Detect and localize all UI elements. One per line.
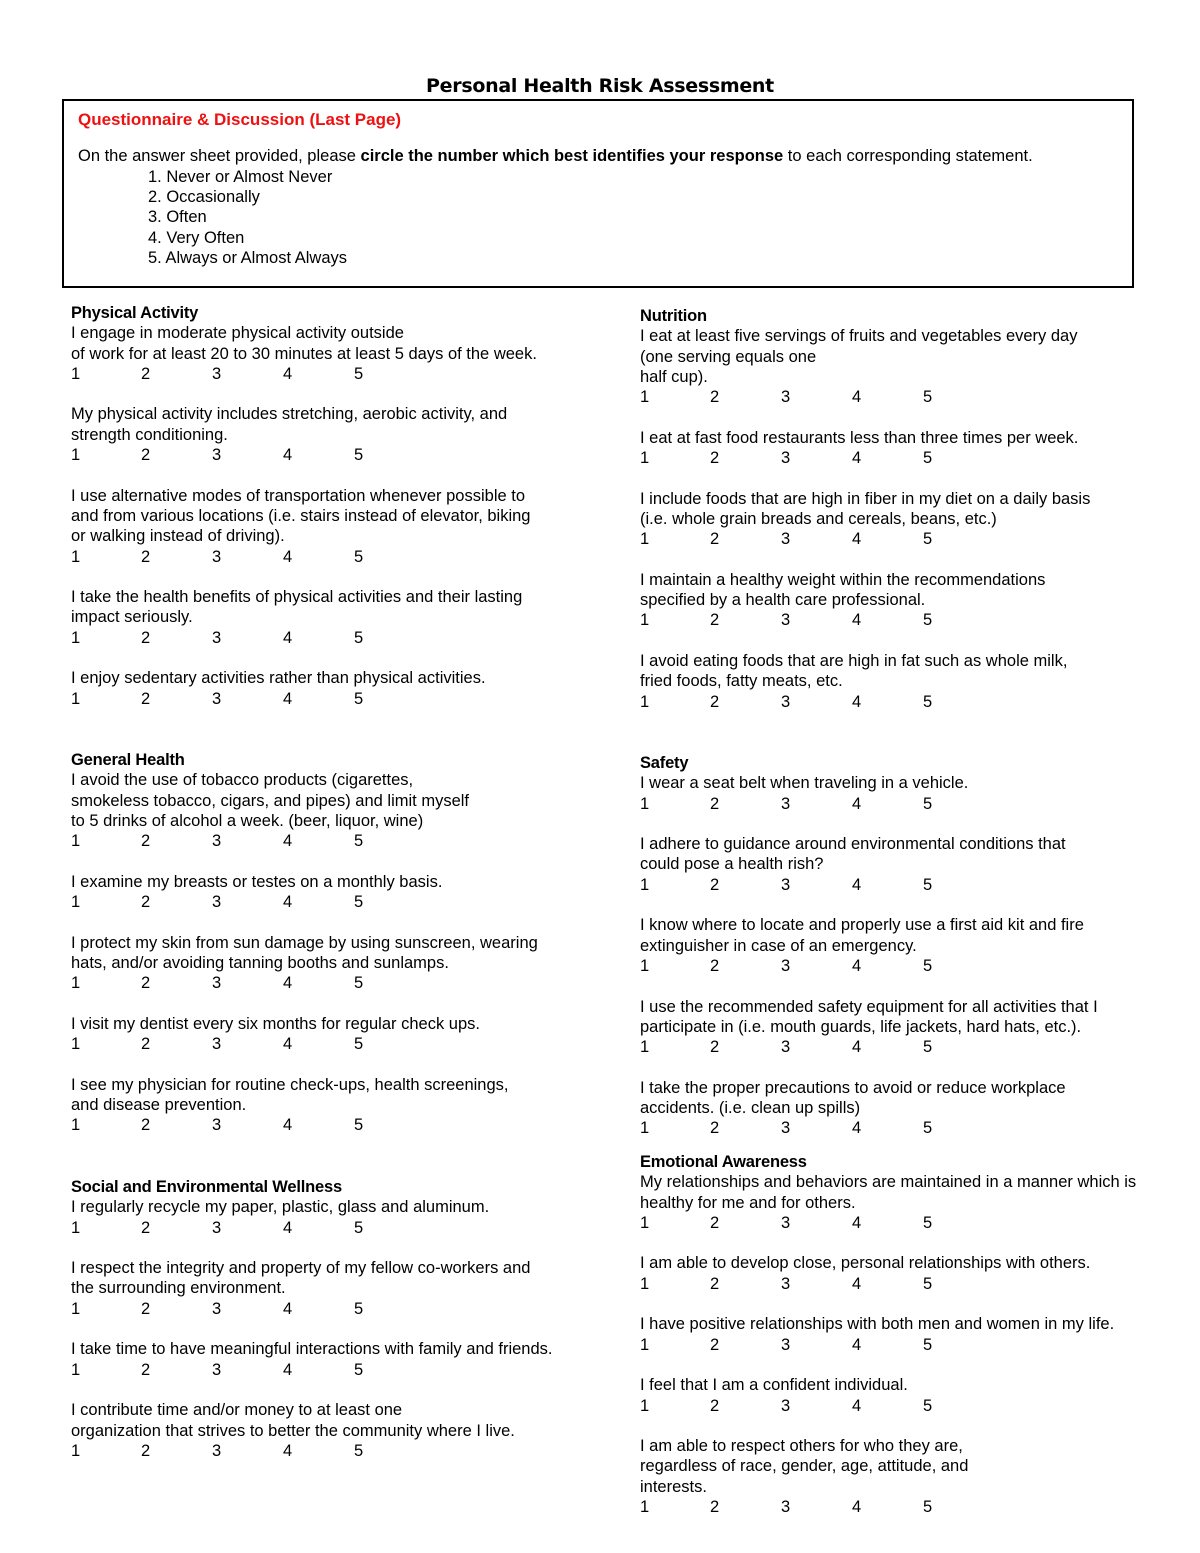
rating-option-1[interactable]: 1 xyxy=(640,1213,650,1232)
rating-option-3[interactable]: 3 xyxy=(212,1035,222,1054)
question-text: I take the proper precautions to avoid or reduce workplace accidents. (i.e. clean up spills) xyxy=(640,1078,1066,1118)
rating-scale xyxy=(71,628,611,648)
instructions-intro: On the answer sheet provided, please circle the number which best identifies your response to each corresponding statement. xyxy=(78,147,1033,165)
rating-option-5[interactable]: 5 xyxy=(354,974,364,993)
rating-scale xyxy=(71,364,611,384)
rating-option-3[interactable]: 3 xyxy=(212,547,222,566)
rating-option-5[interactable]: 5 xyxy=(923,1119,933,1138)
rating-option-5[interactable]: 5 xyxy=(923,1274,933,1293)
question-text: I take time to have meaningful interactions with family and friends. xyxy=(71,1340,553,1359)
rating-option-4[interactable]: 4 xyxy=(283,628,293,647)
question-text: I use the recommended safety equipment for all activities that I participate in (i.e. mouth guards, life jackets, hard hats, etc.). xyxy=(640,997,1098,1036)
question-text: I eat at least five servings of fruits and vegetables every day (one serving equals one half cup). xyxy=(640,327,1078,386)
rating-option-2[interactable]: 2 xyxy=(710,794,720,813)
rating-option-5[interactable]: 5 xyxy=(923,1213,933,1232)
rating-option-2[interactable]: 2 xyxy=(141,446,151,465)
rating-scale xyxy=(640,875,1185,895)
rating-option-4[interactable]: 4 xyxy=(852,956,862,975)
rating-option-5[interactable]: 5 xyxy=(923,388,933,407)
question-text: I adhere to guidance around environmental conditions that could pose a health rish? xyxy=(640,835,1066,874)
rating-option-1[interactable]: 1 xyxy=(71,547,81,566)
question-text: I wear a seat belt when traveling in a vehicle. xyxy=(640,774,969,793)
rating-option-1[interactable]: 1 xyxy=(640,875,650,894)
question-item xyxy=(640,1436,1185,1517)
rating-option-1[interactable]: 1 xyxy=(640,1274,650,1293)
rating-option-1[interactable]: 1 xyxy=(640,1119,650,1138)
scale-option: 5. Always or Almost Always xyxy=(148,248,347,267)
rating-scale xyxy=(71,445,611,465)
question-item xyxy=(640,997,1185,1058)
rating-option-3[interactable]: 3 xyxy=(781,1396,791,1415)
rating-option-5[interactable]: 5 xyxy=(923,875,933,894)
rating-option-3[interactable]: 3 xyxy=(781,956,791,975)
rating-option-3[interactable]: 3 xyxy=(212,446,222,465)
rating-option-3[interactable]: 3 xyxy=(781,1213,791,1232)
rating-scale xyxy=(640,1118,1185,1138)
question-text: I protect my skin from sun damage by using sunscreen, wearing hats, and/or avoiding tanning booths and sunlamps. xyxy=(71,933,538,972)
rating-option-2[interactable]: 2 xyxy=(141,1360,151,1379)
rating-scale xyxy=(640,1213,1185,1233)
rating-option-5[interactable]: 5 xyxy=(354,1116,364,1135)
rating-option-1[interactable]: 1 xyxy=(71,893,81,912)
rating-option-3[interactable]: 3 xyxy=(781,388,791,407)
scale-option: 3. Often xyxy=(148,208,207,227)
rating-scale xyxy=(640,1037,1185,1057)
question-item xyxy=(640,915,1185,976)
section-title: Physical Activity xyxy=(71,304,199,322)
rating-option-5[interactable]: 5 xyxy=(923,1396,933,1415)
rating-option-2[interactable]: 2 xyxy=(710,1213,720,1232)
rating-option-1[interactable]: 1 xyxy=(640,1335,650,1354)
rating-option-3[interactable]: 3 xyxy=(781,1498,791,1517)
rating-option-3[interactable]: 3 xyxy=(781,692,791,711)
rating-option-4[interactable]: 4 xyxy=(852,388,862,407)
rating-option-2[interactable]: 2 xyxy=(710,1498,720,1517)
rating-option-5[interactable]: 5 xyxy=(923,794,933,813)
rating-option-5[interactable]: 5 xyxy=(354,689,364,708)
question-text: I feel that I am a confident individual. xyxy=(640,1376,908,1395)
rating-scale xyxy=(71,1115,611,1135)
question-item xyxy=(640,834,1185,895)
question-text: I visit my dentist every six months for regular check ups. xyxy=(71,1014,480,1033)
rating-option-3[interactable]: 3 xyxy=(781,449,791,468)
rating-option-1[interactable]: 1 xyxy=(71,446,81,465)
rating-option-5[interactable]: 5 xyxy=(354,628,364,647)
question-text: I enjoy sedentary activities rather than physical activities. xyxy=(71,669,486,688)
question-item xyxy=(71,486,611,567)
question-item xyxy=(640,1375,1185,1416)
scale-option: 2. Occasionally xyxy=(148,188,260,207)
section-safety xyxy=(640,753,1185,1139)
question-item xyxy=(71,1258,611,1319)
rating-option-2[interactable]: 2 xyxy=(141,832,151,851)
question-text: My relationships and behaviors are maintained in a manner which is healthy for me and for others. xyxy=(640,1173,1137,1212)
rating-option-2[interactable]: 2 xyxy=(710,388,720,407)
rating-option-4[interactable]: 4 xyxy=(852,1498,862,1517)
rating-option-1[interactable]: 1 xyxy=(71,364,81,383)
rating-option-3[interactable]: 3 xyxy=(212,1218,222,1237)
rating-scale xyxy=(71,1441,611,1461)
rating-option-3[interactable]: 3 xyxy=(212,832,222,851)
question-text: I contribute time and/or money to at least one organization that strives to better the community where I live. xyxy=(71,1401,515,1440)
rating-option-1[interactable]: 1 xyxy=(640,794,650,813)
rating-option-4[interactable]: 4 xyxy=(852,449,862,468)
response-scale-list xyxy=(148,167,347,268)
rating-option-3[interactable]: 3 xyxy=(212,1441,222,1460)
rating-scale xyxy=(71,547,611,567)
rating-scale xyxy=(640,387,1185,407)
section-title: Emotional Awareness xyxy=(640,1153,807,1171)
rating-option-5[interactable]: 5 xyxy=(923,956,933,975)
rating-option-5[interactable]: 5 xyxy=(354,446,364,465)
question-item xyxy=(640,1314,1185,1355)
rating-option-2[interactable]: 2 xyxy=(141,1218,151,1237)
question-text: I examine my breasts or testes on a monthly basis. xyxy=(71,872,443,891)
rating-option-4[interactable]: 4 xyxy=(852,611,862,630)
scale-option: 1. Never or Almost Never xyxy=(148,168,333,186)
rating-option-5[interactable]: 5 xyxy=(923,449,933,468)
rating-scale xyxy=(71,831,611,851)
question-item xyxy=(71,404,611,465)
rating-option-2[interactable]: 2 xyxy=(710,1274,720,1293)
rating-option-5[interactable]: 5 xyxy=(354,1299,364,1318)
rating-option-4[interactable]: 4 xyxy=(283,974,293,993)
rating-option-2[interactable]: 2 xyxy=(710,956,720,975)
rating-option-4[interactable]: 4 xyxy=(852,1213,862,1232)
question-item xyxy=(640,1172,1185,1233)
rating-option-1[interactable]: 1 xyxy=(640,956,650,975)
rating-option-1[interactable]: 1 xyxy=(640,1038,650,1057)
rating-option-4[interactable]: 4 xyxy=(283,1299,293,1318)
rating-option-2[interactable]: 2 xyxy=(141,1116,151,1135)
rating-option-4[interactable]: 4 xyxy=(852,530,862,549)
rating-option-4[interactable]: 4 xyxy=(852,794,862,813)
rating-option-2[interactable]: 2 xyxy=(141,364,151,383)
rating-option-3[interactable]: 3 xyxy=(212,1116,222,1135)
section-nutrition xyxy=(640,306,1185,712)
rating-option-4[interactable]: 4 xyxy=(852,875,862,894)
question-text: I maintain a healthy weight within the recommendations specified by a health care professional. xyxy=(640,570,1046,610)
question-item xyxy=(71,668,611,709)
question-text: I use alternative modes of transportation whenever possible to and from various locations (i.e. stairs instead of elevator, biking or walking instead of driving). xyxy=(71,486,531,546)
rating-option-4[interactable]: 4 xyxy=(852,1274,862,1293)
question-text: I respect the integrity and property of my fellow co-workers and the surrounding environment. xyxy=(71,1259,531,1298)
question-item xyxy=(640,1253,1185,1294)
rating-scale xyxy=(71,1034,611,1054)
rating-option-3[interactable]: 3 xyxy=(781,1274,791,1293)
rating-option-5[interactable]: 5 xyxy=(923,1038,933,1057)
rating-option-4[interactable]: 4 xyxy=(283,547,293,566)
rating-option-1[interactable]: 1 xyxy=(71,1116,81,1135)
rating-option-3[interactable]: 3 xyxy=(781,1335,791,1354)
rating-option-3[interactable]: 3 xyxy=(212,1360,222,1379)
rating-option-1[interactable]: 1 xyxy=(71,832,81,851)
question-text: I am able to respect others for who they are, regardless of race, gender, age, attitude, and interests. xyxy=(640,1437,969,1496)
rating-option-2[interactable]: 2 xyxy=(710,1119,720,1138)
question-item xyxy=(71,587,611,648)
rating-option-2[interactable]: 2 xyxy=(710,1335,720,1354)
question-text: My physical activity includes stretching, aerobic activity, and strength conditioning. xyxy=(71,405,508,444)
rating-option-1[interactable]: 1 xyxy=(640,449,650,468)
rating-option-5[interactable]: 5 xyxy=(923,1335,933,1354)
rating-option-5[interactable]: 5 xyxy=(923,692,933,711)
rating-option-3[interactable]: 3 xyxy=(212,364,222,383)
rating-option-4[interactable]: 4 xyxy=(852,1396,862,1415)
rating-option-1[interactable]: 1 xyxy=(71,689,81,708)
rating-option-2[interactable]: 2 xyxy=(710,875,720,894)
rating-scale xyxy=(71,973,611,993)
question-item xyxy=(640,489,1185,550)
instructions-heading: Questionnaire & Discussion (Last Page) xyxy=(78,110,402,129)
rating-option-2[interactable]: 2 xyxy=(710,530,720,549)
rating-option-1[interactable]: 1 xyxy=(71,1035,81,1054)
rating-option-4[interactable]: 4 xyxy=(283,1441,293,1460)
rating-option-3[interactable]: 3 xyxy=(781,1119,791,1138)
section-social-and-environmental-wellness xyxy=(71,1177,611,1461)
question-item xyxy=(71,323,611,384)
rating-scale xyxy=(71,1299,611,1319)
section-title: Nutrition xyxy=(640,307,707,325)
rating-option-4[interactable]: 4 xyxy=(283,832,293,851)
rating-scale xyxy=(640,529,1185,549)
question-item xyxy=(71,770,611,851)
question-item xyxy=(71,1014,611,1055)
rating-option-4[interactable]: 4 xyxy=(283,893,293,912)
scale-option: 4. Very Often xyxy=(148,228,245,247)
section-general-health xyxy=(71,750,611,1136)
question-item xyxy=(71,1400,611,1461)
rating-option-1[interactable]: 1 xyxy=(640,1498,650,1517)
rating-option-5[interactable]: 5 xyxy=(923,611,933,630)
rating-option-4[interactable]: 4 xyxy=(283,1035,293,1054)
rating-scale xyxy=(71,689,611,709)
rating-option-4[interactable]: 4 xyxy=(283,1116,293,1135)
rating-option-1[interactable]: 1 xyxy=(71,1218,81,1237)
rating-option-2[interactable]: 2 xyxy=(141,1035,151,1054)
rating-option-3[interactable]: 3 xyxy=(212,893,222,912)
rating-option-1[interactable]: 1 xyxy=(71,628,81,647)
rating-scale xyxy=(640,610,1185,630)
rating-option-3[interactable]: 3 xyxy=(781,530,791,549)
section-title: General Health xyxy=(71,751,185,769)
rating-option-1[interactable]: 1 xyxy=(640,1396,650,1415)
question-item xyxy=(71,1075,611,1136)
rating-option-2[interactable]: 2 xyxy=(141,628,151,647)
rating-option-4[interactable]: 4 xyxy=(852,1335,862,1354)
rating-option-2[interactable]: 2 xyxy=(141,1299,151,1318)
rating-option-1[interactable]: 1 xyxy=(640,611,650,630)
rating-option-3[interactable]: 3 xyxy=(212,974,222,993)
rating-option-5[interactable]: 5 xyxy=(354,364,364,383)
question-item xyxy=(640,773,1185,814)
question-item xyxy=(71,1197,611,1238)
instructions-box xyxy=(62,99,1134,288)
rating-option-4[interactable]: 4 xyxy=(283,446,293,465)
rating-scale xyxy=(640,692,1185,712)
rating-scale xyxy=(640,1396,1185,1416)
question-text: I have positive relationships with both men and women in my life. xyxy=(640,1315,1115,1334)
question-text: I eat at fast food restaurants less than three times per week. xyxy=(640,428,1079,447)
rating-option-3[interactable]: 3 xyxy=(781,611,791,630)
rating-scale xyxy=(640,1274,1185,1294)
question-text: I regularly recycle my paper, plastic, glass and aluminum. xyxy=(71,1198,490,1217)
question-item xyxy=(71,933,611,994)
rating-option-3[interactable]: 3 xyxy=(781,875,791,894)
rating-option-5[interactable]: 5 xyxy=(354,1441,364,1460)
rating-scale xyxy=(71,892,611,912)
rating-scale xyxy=(640,448,1185,468)
rating-option-2[interactable]: 2 xyxy=(710,1038,720,1057)
section-physical-activity xyxy=(71,303,611,709)
page-title: Personal Health Risk Assessment xyxy=(426,75,774,97)
question-text: I see my physician for routine check-ups, health screenings, and disease prevention. xyxy=(71,1075,509,1115)
question-item xyxy=(640,326,1185,407)
rating-option-4[interactable]: 4 xyxy=(283,689,293,708)
rating-option-4[interactable]: 4 xyxy=(852,1038,862,1057)
rating-scale xyxy=(640,1335,1185,1355)
question-item xyxy=(640,428,1185,469)
rating-option-5[interactable]: 5 xyxy=(354,832,364,851)
rating-option-1[interactable]: 1 xyxy=(71,974,81,993)
rating-option-2[interactable]: 2 xyxy=(141,547,151,566)
section-title: Social and Environmental Wellness xyxy=(71,1178,342,1196)
rating-option-1[interactable]: 1 xyxy=(640,388,650,407)
rating-option-4[interactable]: 4 xyxy=(852,692,862,711)
question-text: I engage in moderate physical activity outside of work for at least 20 to 30 minutes at least 5 days of the week. xyxy=(71,324,537,363)
rating-scale xyxy=(71,1360,611,1380)
question-item xyxy=(71,872,611,913)
rating-option-2[interactable]: 2 xyxy=(141,689,151,708)
rating-option-5[interactable]: 5 xyxy=(923,1498,933,1517)
question-text: I avoid the use of tobacco products (cigarettes, smokeless tobacco, cigars, and pipes) and limit myself to 5 drinks of alcohol a week. (beer, liquor, wine) xyxy=(71,771,469,830)
rating-option-5[interactable]: 5 xyxy=(354,1035,364,1054)
rating-option-2[interactable]: 2 xyxy=(141,1441,151,1460)
question-item xyxy=(640,1078,1185,1139)
question-item xyxy=(71,1339,611,1380)
rating-option-1[interactable]: 1 xyxy=(71,1441,81,1460)
rating-option-4[interactable]: 4 xyxy=(283,364,293,383)
rating-option-5[interactable]: 5 xyxy=(354,893,364,912)
rating-option-2[interactable]: 2 xyxy=(710,611,720,630)
question-text: I know where to locate and properly use a first aid kit and fire extinguisher in case of an emergency. xyxy=(640,916,1084,955)
rating-scale xyxy=(640,956,1185,976)
rating-option-4[interactable]: 4 xyxy=(852,1119,862,1138)
rating-option-5[interactable]: 5 xyxy=(923,530,933,549)
question-item xyxy=(640,651,1185,712)
rating-option-3[interactable]: 3 xyxy=(212,689,222,708)
question-text: I include foods that are high in fiber in my diet on a daily basis (i.e. whole grain breads and cereals, beans, etc.) xyxy=(640,489,1091,528)
rating-option-1[interactable]: 1 xyxy=(71,1360,81,1379)
question-item xyxy=(640,570,1185,631)
rating-option-1[interactable]: 1 xyxy=(640,692,650,711)
question-text: I avoid eating foods that are high in fat such as whole milk, fried foods, fatty meats, etc. xyxy=(640,652,1068,691)
rating-option-3[interactable]: 3 xyxy=(781,1038,791,1057)
rating-option-2[interactable]: 2 xyxy=(141,893,151,912)
rating-option-5[interactable]: 5 xyxy=(354,1360,364,1379)
rating-option-3[interactable]: 3 xyxy=(212,1299,222,1318)
section-emotional-awareness xyxy=(640,1152,1185,1517)
rating-option-4[interactable]: 4 xyxy=(283,1360,293,1379)
rating-option-3[interactable]: 3 xyxy=(781,794,791,813)
question-text: I take the health benefits of physical activities and their lasting impact seriously. xyxy=(71,588,523,627)
rating-scale xyxy=(640,1497,1185,1517)
rating-option-4[interactable]: 4 xyxy=(283,1218,293,1237)
section-title: Safety xyxy=(640,754,689,772)
rating-option-1[interactable]: 1 xyxy=(640,530,650,549)
rating-option-5[interactable]: 5 xyxy=(354,1218,364,1237)
rating-scale xyxy=(640,794,1185,814)
rating-option-1[interactable]: 1 xyxy=(71,1299,81,1318)
rating-option-2[interactable]: 2 xyxy=(141,974,151,993)
question-text: I am able to develop close, personal relationships with others. xyxy=(640,1254,1091,1273)
rating-scale xyxy=(71,1218,611,1238)
rating-option-5[interactable]: 5 xyxy=(354,547,364,566)
rating-option-2[interactable]: 2 xyxy=(710,449,720,468)
rating-option-2[interactable]: 2 xyxy=(710,1396,720,1415)
rating-option-3[interactable]: 3 xyxy=(212,628,222,647)
rating-option-2[interactable]: 2 xyxy=(710,692,720,711)
